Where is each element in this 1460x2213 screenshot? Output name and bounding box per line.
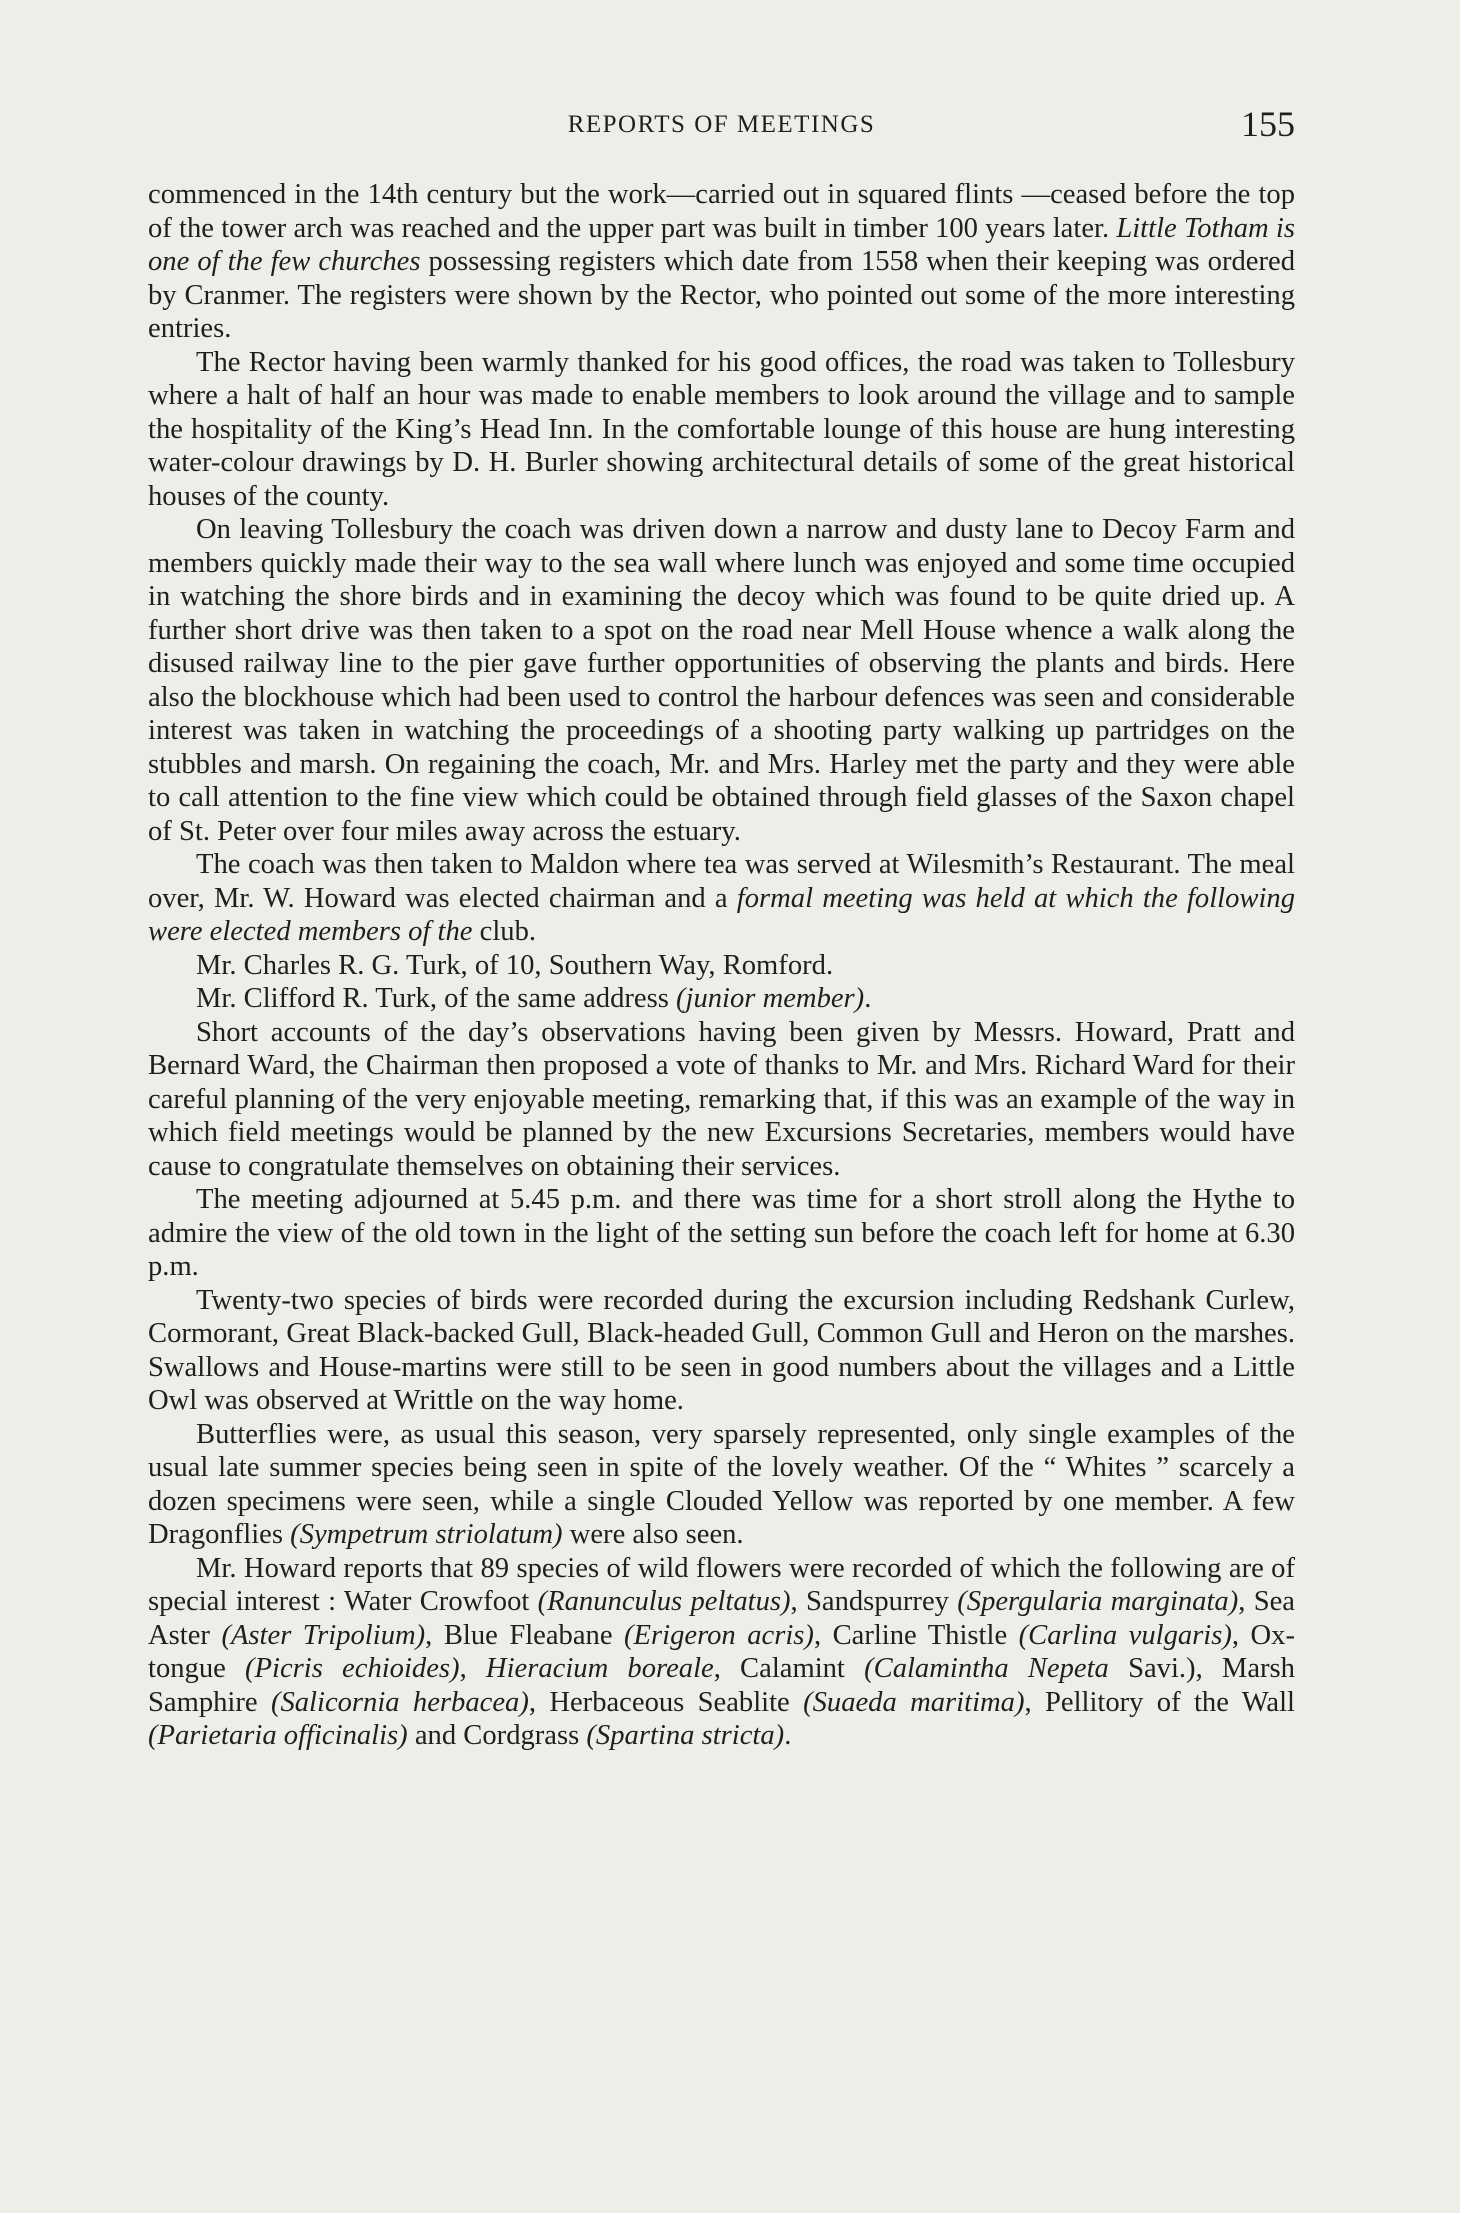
text-run: Butterflies were, as usual this season, very sparsely represented, only single examples of the usual late summer species being seen in spite of the lovely weather. Of the “ Whites ” scarcely a dozen specimens were seen, while a single Clouded Yellow was reported by one member. A few Dragonflies [148, 1418, 1295, 1550]
text-run: , Ox-tongue [148, 1619, 1296, 1684]
text-run: Twenty-two species of birds were recorded during the excursion including Redshank Curlew, Cormorant, Great Black-backed Gull, Black-headed Gull, Common Gull and Heron on the marshes. Swallows and House-martins were still to be seen in good numbers about the villages and a Little Owl was observed at Writtle on the way home. [148, 1284, 1295, 1416]
text-run: , Carline Thistle [813, 1619, 1019, 1651]
text-run: , Herbaceous Seablite [528, 1686, 804, 1718]
text-run: were also seen. [562, 1519, 744, 1550]
paragraph-vote-of-thanks [148, 1016, 1295, 1184]
running-title: REPORTS OF MEETINGS [567, 111, 876, 138]
text-run: The coach was then taken to Maldon where tea was served at Wilesmith’s Restaurant. The meal over, Mr. W. Howard was elected chairman and a [148, 849, 1295, 914]
italic-text: (Aster Tripolium) [221, 1619, 426, 1651]
text-run: , Blue Fleabane [425, 1619, 625, 1651]
text-run: possessing registers which date from 1558 when their keeping was ordered by Cranmer. The registers were shown by the Rector, who pointed out some of the more interesting entries. [148, 246, 1295, 344]
italic-text: (Suaeda maritima) [803, 1686, 1025, 1718]
text-run: . [784, 1720, 792, 1751]
text-run: and Cordgrass [407, 1720, 587, 1751]
text-run: club. [472, 916, 537, 947]
paragraph-new-member-clifford-turk [148, 982, 1295, 1016]
italic-text: (Ranunculus peltatus) [537, 1586, 791, 1617]
text-run: commenced in the 14th century but the work—carried out in squared flints —ceased before the top of the tower arch was reached and the upper part was built in timber 100 years later. [148, 179, 1295, 244]
italic-text: (Carlina vulgaris) [1018, 1619, 1232, 1651]
italic-text: (Parietaria officinalis) [148, 1720, 408, 1751]
text-run: The Rector having been warmly thanked for his good offices, the road was taken to Tollesbury where a halt of half an hour was made to enable members to look around the village and to sample the hospitality of the King’s Head Inn. In the comfortable lounge of this house are hung interesting water-colour drawings by D. H. Burler showing architectural details of some of the great historical houses of the county. [148, 346, 1295, 512]
italic-text: (Calamintha Nepeta [864, 1653, 1109, 1684]
paragraph-new-member-charles-turk [148, 949, 1295, 983]
italic-text: Hieracium boreale [485, 1653, 714, 1684]
paragraph-adjournment [148, 1183, 1295, 1284]
text-run: , [459, 1653, 486, 1684]
paragraph-continued-church [148, 178, 1295, 346]
text-run: Mr. Clifford R. Turk, of the same address [196, 983, 676, 1014]
page-number: 155 [1241, 104, 1295, 144]
text-run: Mr. Howard reports that 89 species of wild flowers were recorded of which the following are of special interest : Water Crowfoot [148, 1552, 1295, 1617]
italic-text: (Picris echioides) [245, 1653, 460, 1684]
text-run: Savi.), Marsh Samphire [148, 1653, 1295, 1718]
italic-text: (junior member) [676, 983, 865, 1014]
text-run: The meeting adjourned at 5.45 p.m. and there was time for a short stroll along the Hythe to admire the view of the old town in the light of the setting sun before the coach left for home at 6.30 p.m. [148, 1184, 1295, 1282]
running-head [148, 103, 1295, 153]
italic-text: (Salicornia herbacea) [270, 1686, 529, 1718]
text-run: , Sea Aster [148, 1586, 1295, 1651]
italic-text: Little Totham is one of the few churches [148, 212, 1295, 277]
paragraph-butterflies [148, 1418, 1295, 1552]
paragraph-wild-flowers [148, 1552, 1295, 1753]
text-run: , Calamint [713, 1653, 865, 1684]
paragraph-maldon-tea [148, 848, 1295, 949]
italic-text: formal meeting was held at which the following were elected members of the [148, 882, 1295, 947]
text-run: , Pellitory of the Wall [1024, 1686, 1295, 1718]
text-run: Short accounts of the day’s observations having been given by Messrs. Howard, Pratt and Bernard Ward, the Chairman then proposed a vote of thanks to Mr. and Mrs. Richard Ward for their careful planning of the very enjoyable meeting, remarking that, if this was an example of the way in which field meetings would be planned by the new Excursions Secretaries, members would have cause to congratulate themselves on obtaining their services. [148, 1016, 1295, 1182]
paragraph-birds [148, 1284, 1295, 1418]
text-run: Mr. Charles R. G. Turk, of 10, Southern Way, Romford. [196, 949, 834, 981]
paragraph-decoy-farm [148, 513, 1295, 848]
italic-text: (Erigeron acris) [624, 1619, 814, 1651]
text-run: , Sandspurrey [790, 1586, 958, 1617]
text-run: . [864, 983, 872, 1014]
text-run: On leaving Tollesbury the coach was driven down a narrow and dusty lane to Decoy Farm and members quickly made their way to the sea wall where lunch was enjoyed and some time occupied in watching the shore birds and in examining the decoy which was found to be quite dried up. A further short drive was then taken to a spot on the road near Mell House whence a walk along the disused railway line to the pier gave further opportunities of observing the plants and birds. Here also the blockhouse which had been used to control the harbour defences was seen and considerable interest was taken in watching the proceedings of a shooting party walking up partridges on the stubbles and marsh. On regaining the coach, Mr. and Mrs. Harley met the party and they were able to call attention to the fine view which could be obtained through field glasses of the Saxon chapel of St. Peter over four miles away across the estuary. [148, 514, 1295, 847]
italic-text: (Spergularia marginata) [957, 1586, 1239, 1617]
body-text [148, 178, 1295, 1753]
paragraph-tollesbury [148, 346, 1295, 514]
italic-text: (Spartina stricta) [586, 1720, 785, 1751]
italic-text: (Sympetrum striolatum) [290, 1519, 563, 1550]
